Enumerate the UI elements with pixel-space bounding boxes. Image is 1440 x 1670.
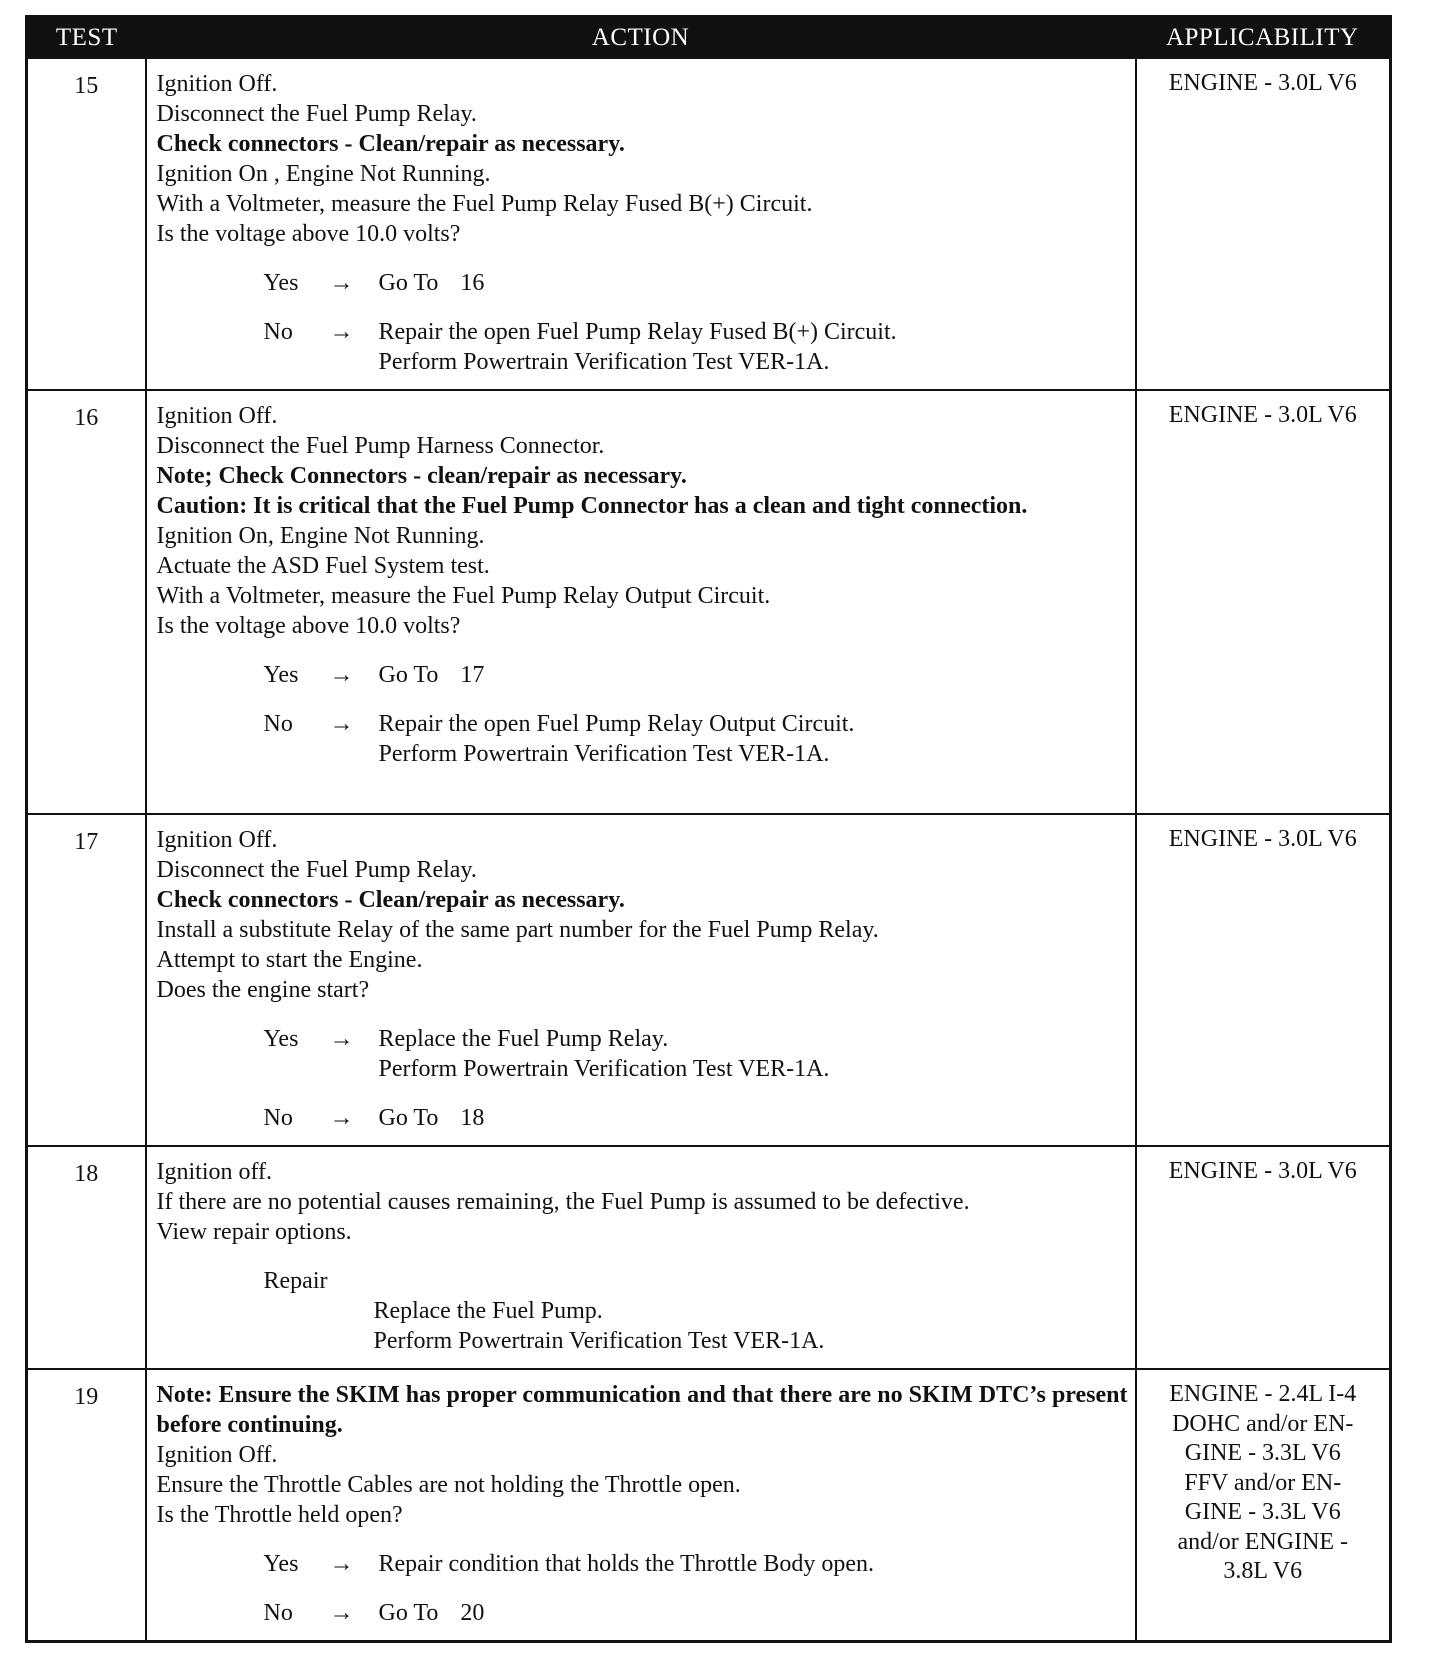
- action-line: Ensure the Throttle Cables are not holding the Throttle open.: [156, 1472, 741, 1498]
- action-line: Ignition On, Engine Not Running.: [156, 523, 485, 549]
- action-line: Ignition Off.: [156, 1442, 278, 1468]
- action-line-bold: Check connectors - Clean/repair as necessary.: [156, 131, 625, 157]
- repair-step: Perform Powertrain Verification Test VER-1A.: [373, 1328, 825, 1354]
- action-line: Is the voltage above 10.0 volts?: [156, 613, 461, 639]
- no-response: [157, 709, 1128, 769]
- action-cell: [146, 1369, 1136, 1642]
- no-label: No: [263, 1600, 293, 1626]
- arrow-icon: →: [329, 711, 354, 737]
- action-line: Is the voltage above 10.0 volts?: [156, 221, 461, 247]
- arrow-icon: →: [329, 1105, 354, 1131]
- action-line-bold: Check connectors - Clean/repair as necessary.: [156, 887, 625, 913]
- yes-response: [157, 1024, 1128, 1084]
- table-row: [27, 390, 1391, 814]
- action-line: Is the Throttle held open?: [156, 1502, 403, 1528]
- applicability-cell: ENGINE - 3.0L V6: [1136, 1146, 1391, 1369]
- action-line: With a Voltmeter, measure the Fuel Pump Relay Output Circuit.: [156, 583, 771, 609]
- test-number: 19: [27, 1369, 146, 1642]
- no-response: [157, 317, 1128, 377]
- action-line: View repair options.: [156, 1219, 352, 1245]
- action-line: Ignition off.: [156, 1159, 273, 1185]
- no-action: Repair the open Fuel Pump Relay Output Circuit.: [378, 711, 855, 737]
- action-cell: [146, 1146, 1136, 1369]
- no-action-2: Perform Powertrain Verification Test VER-1A.: [378, 741, 830, 767]
- yes-response: [157, 660, 1128, 690]
- goto-text: Go To: [378, 1105, 439, 1131]
- arrow-icon: →: [329, 270, 354, 296]
- action-line: Ignition On , Engine Not Running.: [156, 161, 491, 187]
- arrow-icon: →: [329, 319, 354, 345]
- no-response: [157, 1103, 1128, 1133]
- applicability-cell: ENGINE - 3.0L V6: [1136, 390, 1391, 814]
- yes-label: Yes: [263, 1026, 299, 1052]
- applicability-line: GINE - 3.3L V6: [1184, 1499, 1341, 1525]
- yes-action: Repair condition that holds the Throttle Body open.: [378, 1551, 874, 1577]
- test-number: 16: [27, 390, 146, 814]
- arrow-icon: →: [329, 662, 354, 688]
- no-response: [157, 1598, 1128, 1628]
- table-header-row: [27, 17, 1391, 59]
- header-test: TEST: [27, 17, 146, 59]
- action-line: Disconnect the Fuel Pump Relay.: [156, 101, 477, 127]
- yes-label: Yes: [263, 270, 299, 296]
- repair-step: Replace the Fuel Pump.: [373, 1298, 603, 1324]
- table-row: [27, 814, 1391, 1146]
- test-number: 15: [27, 58, 146, 390]
- action-cell: [146, 390, 1136, 814]
- no-label: No: [263, 319, 293, 345]
- yes-response: [157, 1549, 1128, 1579]
- caution-note: Caution: It is critical that the Fuel Pump Connector has a clean and tight connection.: [156, 493, 1028, 519]
- arrow-icon: →: [329, 1551, 354, 1577]
- action-cell: [146, 58, 1136, 390]
- action-line: Ignition Off.: [156, 827, 278, 853]
- action-line: Actuate the ASD Fuel System test.: [156, 553, 490, 579]
- goto-text: Go To: [378, 1600, 439, 1626]
- action-line: Ignition Off.: [156, 71, 278, 97]
- yes-label: Yes: [263, 662, 299, 688]
- no-action: Repair the open Fuel Pump Relay Fused B(+) Circuit.: [378, 319, 897, 345]
- goto-test-number: 16: [460, 270, 485, 296]
- header-action: ACTION: [146, 17, 1136, 59]
- action-line: Attempt to start the Engine.: [156, 947, 423, 973]
- arrow-icon: →: [329, 1026, 354, 1052]
- goto-test-number: 20: [460, 1600, 485, 1626]
- yes-action-2: Perform Powertrain Verification Test VER-1A.: [378, 1056, 830, 1082]
- no-label: No: [263, 1105, 293, 1131]
- applicability-line: and/or ENGINE -: [1177, 1528, 1349, 1555]
- goto-test-number: 17: [460, 662, 485, 688]
- applicability-line: GINE - 3.3L V6: [1184, 1440, 1341, 1466]
- table-row: [27, 1146, 1391, 1369]
- action-line: Disconnect the Fuel Pump Harness Connector.: [156, 433, 605, 459]
- action-line: Does the engine start?: [156, 977, 370, 1003]
- goto-text: Go To: [378, 270, 439, 296]
- action-cell: [146, 814, 1136, 1146]
- arrow-icon: →: [329, 1600, 354, 1626]
- yes-action: Replace the Fuel Pump Relay.: [378, 1026, 669, 1052]
- goto-test-number: 18: [460, 1105, 485, 1131]
- repair-label: Repair: [263, 1268, 328, 1294]
- action-line: Ignition Off.: [156, 403, 278, 429]
- no-label: No: [263, 711, 293, 737]
- applicability-line: 3.8L V6: [1223, 1558, 1303, 1584]
- action-line: If there are no potential causes remaining, the Fuel Pump is assumed to be defective.: [156, 1189, 970, 1215]
- test-number: 17: [27, 814, 146, 1146]
- no-action-2: Perform Powertrain Verification Test VER-1A.: [378, 349, 830, 375]
- applicability-cell: ENGINE - 3.0L V6: [1136, 58, 1391, 390]
- table-row: [27, 1369, 1391, 1642]
- test-number: 18: [27, 1146, 146, 1369]
- applicability-cell: [1136, 1369, 1391, 1642]
- action-line: Install a substitute Relay of the same part number for the Fuel Pump Relay.: [156, 917, 879, 943]
- applicability-line: ENGINE - 2.4L I-4: [1169, 1381, 1357, 1407]
- action-line: With a Voltmeter, measure the Fuel Pump Relay Fused B(+) Circuit.: [156, 191, 813, 217]
- yes-label: Yes: [263, 1551, 299, 1577]
- applicability-line: FFV and/or EN-: [1184, 1469, 1342, 1496]
- skim-note: Note: Ensure the SKIM has proper communication and that there are no SKIM DTC’s present before continuing.: [156, 1382, 1128, 1438]
- applicability-cell: ENGINE - 3.0L V6: [1136, 814, 1391, 1146]
- applicability-line: DOHC and/or EN-: [1172, 1410, 1354, 1437]
- goto-text: Go To: [378, 662, 439, 688]
- header-applicability: APPLICABILITY: [1136, 17, 1391, 59]
- diagnostic-test-table: [25, 15, 1392, 1643]
- table-row: [27, 58, 1391, 390]
- action-line: Disconnect the Fuel Pump Relay.: [156, 857, 477, 883]
- action-line-bold: Note; Check Connectors - clean/repair as necessary.: [156, 463, 687, 489]
- yes-response: [157, 268, 1128, 298]
